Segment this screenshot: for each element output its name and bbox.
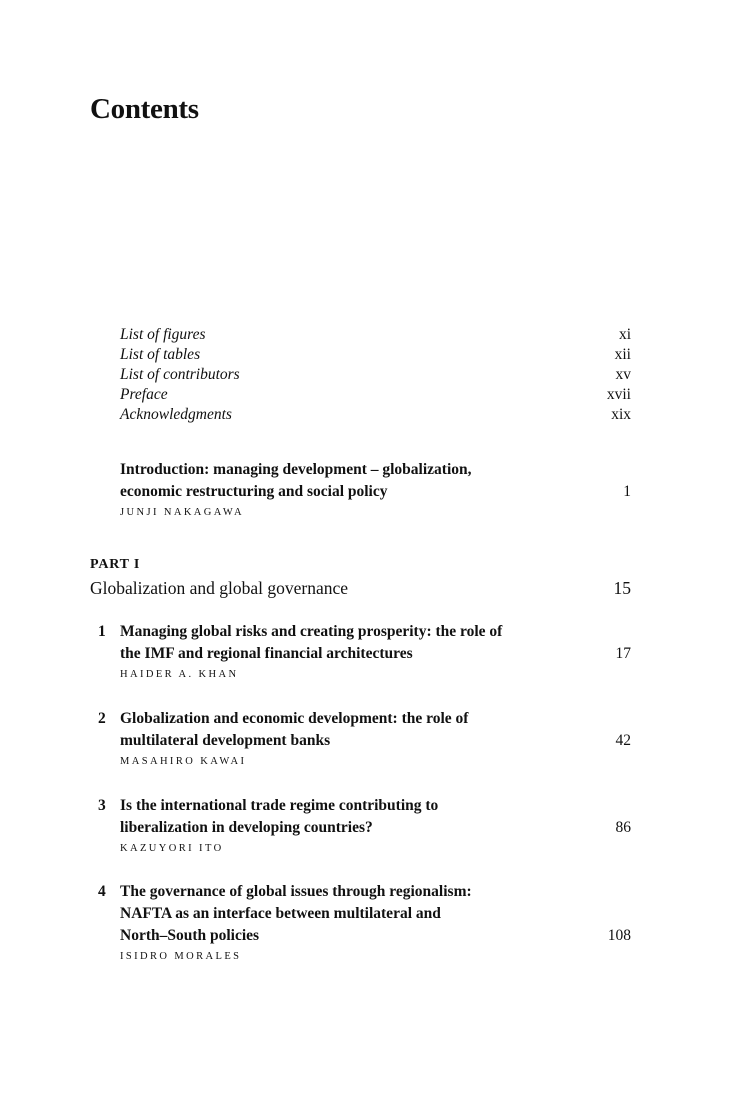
toc-entry-preface[interactable]: [120, 385, 631, 405]
toc-page-number: 17: [615, 645, 631, 662]
toc-entry-label: Acknowledgments: [120, 406, 232, 423]
toc-entry-chapter-4[interactable]: [98, 881, 631, 947]
toc-entry-author: MASAHIRO KAWAI: [120, 756, 247, 767]
chapter-number: 3: [98, 797, 106, 814]
toc-entry-list-of-tables[interactable]: [120, 345, 631, 365]
toc-entry-chapter-1[interactable]: [98, 621, 631, 665]
page-title: Contents: [90, 93, 199, 125]
toc-entry-author: HAIDER A. KHAN: [120, 669, 239, 680]
toc-entry-label: List of figures: [120, 326, 206, 343]
toc-entry-label: List of tables: [120, 346, 201, 363]
toc-entry-title-line: economic restructuring and social policy: [120, 483, 388, 500]
toc-entry-list-of-figures[interactable]: [120, 325, 631, 345]
toc-entry-chapter-3[interactable]: [98, 795, 631, 839]
toc-page-number: xii: [614, 346, 631, 363]
toc-entry-label: List of contributors: [120, 366, 240, 383]
toc-page-number: 86: [615, 819, 631, 836]
chapter-number: 4: [98, 883, 106, 900]
toc-page-number: xv: [615, 366, 631, 383]
toc-page-number: 1: [623, 483, 631, 500]
toc-entry-acknowledgments[interactable]: [120, 405, 631, 425]
toc-entry-author: ISIDRO MORALES: [120, 951, 242, 962]
toc-page-number: 108: [607, 927, 631, 944]
toc-entry-introduction[interactable]: [120, 459, 631, 503]
toc-entry-part-title[interactable]: [90, 577, 631, 599]
toc-entry-title-line: Introduction: managing development – globalization,: [120, 461, 472, 478]
toc-entry-title-line: multilateral development banks: [120, 732, 331, 749]
toc-page-number: 42: [615, 732, 631, 749]
toc-entry-author: KAZUYORI ITO: [120, 843, 224, 854]
toc-entry-title-line: Is the international trade regime contributing to: [120, 797, 439, 814]
part-label: PART I: [90, 557, 141, 572]
toc-entry-title-line: liberalization in developing countries?: [120, 819, 373, 836]
toc-entry-chapter-2[interactable]: [98, 708, 631, 752]
toc-entry-list-of-contributors[interactable]: [120, 365, 631, 385]
chapter-number: 1: [98, 623, 106, 640]
toc-entry-title-line: North–South policies: [120, 927, 260, 944]
toc-entry-title-line: Globalization and economic development: the role of: [120, 710, 469, 727]
toc-page-number: xi: [618, 326, 631, 343]
toc-entry-label: Preface: [120, 386, 168, 403]
chapter-number: 2: [98, 710, 106, 727]
toc-entry-title-line: NAFTA as an interface between multilateral and: [120, 905, 441, 922]
toc-entry-title-line: the IMF and regional financial architectures: [120, 645, 413, 662]
toc-entry-author: JUNJI NAKAGAWA: [120, 507, 245, 518]
toc-page-number: 15: [613, 578, 631, 598]
toc-entry-title-line: The governance of global issues through regionalism:: [120, 883, 472, 900]
toc-page-number: xvii: [606, 386, 631, 403]
part-title-text: Globalization and global governance: [90, 578, 349, 598]
toc-page-number: xix: [611, 406, 631, 423]
toc-entry-title-line: Managing global risks and creating prosperity: the role of: [120, 623, 503, 640]
